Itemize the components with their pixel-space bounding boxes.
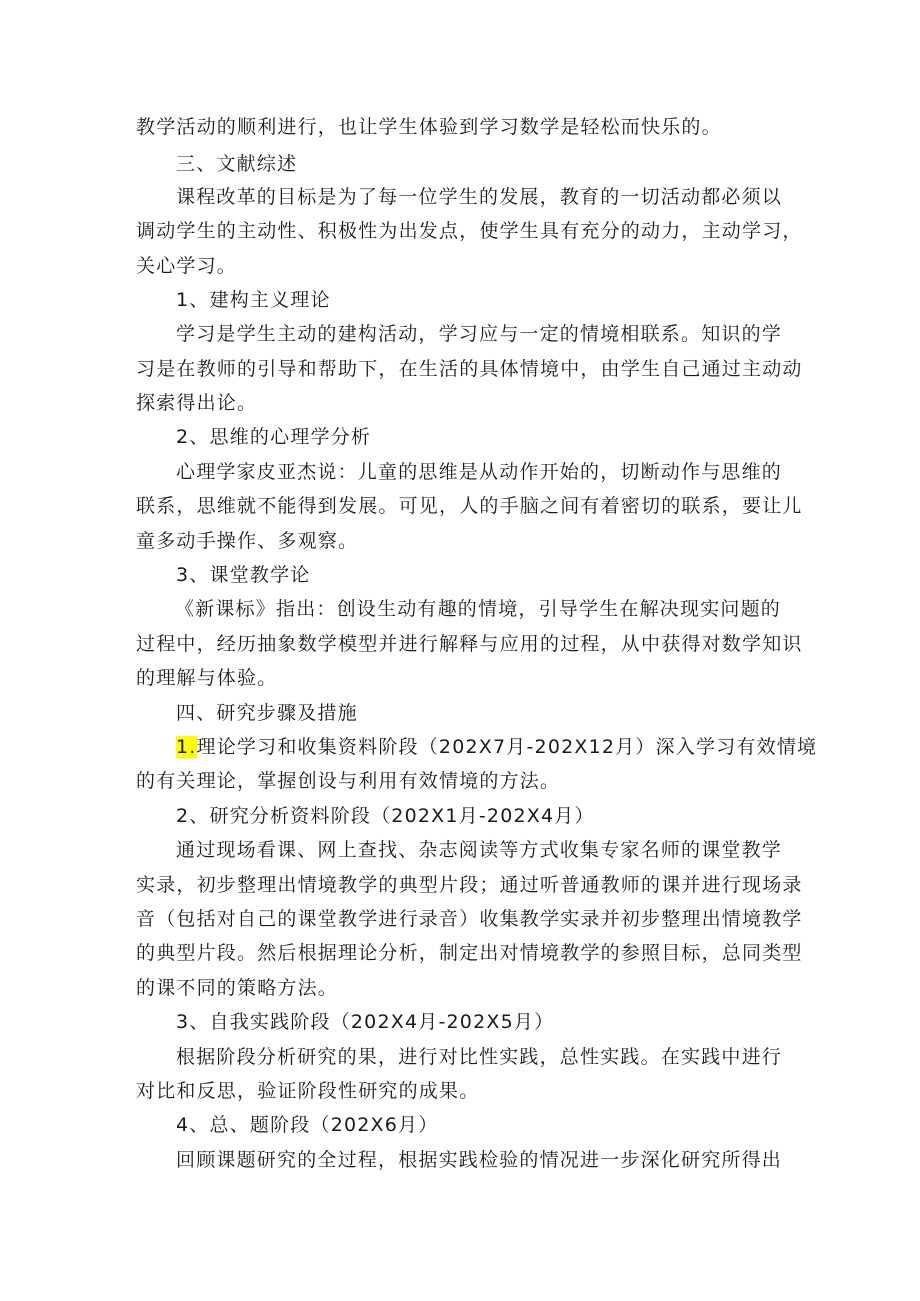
paragraph-line: 联系，思维就不能得到发展。可见，人的手脑之间有着密切的联系，要让儿 — [136, 495, 803, 517]
subsection-heading: 3、课堂教学论 — [176, 564, 311, 586]
paragraph-line: 的典型片段。然后根据理论分析，制定出对情境教学的参照目标，总同类型 — [136, 942, 803, 964]
subsection-heading: 2、思维的心理学分析 — [176, 426, 372, 448]
paragraph-line — [176, 730, 836, 764]
paragraph-line: 关心学习。 — [136, 255, 238, 277]
paragraph-line: 的有关理论，掌握创设与利用有效情境的方法。 — [136, 770, 561, 792]
section-heading: 三、文献综述 — [176, 153, 298, 175]
paragraph-line: 教学活动的顺利进行，也让学生体验到学习数学是轻松而快乐的。 — [136, 116, 722, 138]
subsection-heading: 3、自我实践阶段（202X4月-202X5月） — [176, 1011, 555, 1033]
paragraph-line: 回顾课题研究的全过程，根据实践检验的情况进一步深化研究所得出 — [176, 1149, 783, 1171]
paragraph-line: 的理解与体验。 — [136, 667, 278, 689]
paragraph-line: 课程改革的目标是为了每一位学生的发展，教育的一切活动都必须以 — [176, 186, 783, 208]
subsection-heading: 4、总、题阶段（202X6月） — [176, 1114, 439, 1136]
paragraph-line: 心理学家皮亚杰说：儿童的思维是从动作开始的，切断动作与思维的 — [176, 461, 783, 483]
paragraph-line: 的课不同的策略方法。 — [136, 977, 339, 999]
paragraph-line: 童多动手操作、多观察。 — [136, 530, 359, 552]
paragraph-line: 《新课标》指出：创设生动有趣的情境，引导学生在解决现实问题的 — [175, 598, 782, 620]
paragraph-line: 对比和反思，验证阶段性研究的成果。 — [136, 1080, 480, 1102]
subsection-heading: 2、研究分析资料阶段（202X1月-202X4月） — [176, 805, 595, 827]
paragraph-line: 音（包括对自己的课堂教学进行录音）收集教学实录并初步整理出情境教学 — [136, 908, 803, 930]
paragraph-line: 实录，初步整理出情境教学的典型片段；通过听普通教师的课并进行现场录 — [136, 874, 803, 896]
paragraph-line: 习是在教师的引导和帮助下，在生活的具体情境中，由学生自己通过主动动 — [136, 358, 803, 380]
paragraph-line: 调动学生的主动性、积极性为出发点，使学生具有充分的动力，主动学习， — [136, 220, 803, 242]
section-heading: 四、研究步骤及措施 — [176, 702, 358, 724]
step-one-text: 理论学习和收集资料阶段（202X7月-202X12月）深入学习有效情境 — [196, 736, 818, 758]
paragraph-line: 根据阶段分析研究的果，进行对比性实践，总性实践。在实践中进行 — [176, 1046, 783, 1068]
paragraph-line: 学习是学生主动的建构活动，学习应与一定的情境相联系。知识的学 — [176, 323, 783, 345]
subsection-heading: 1、建构主义理论 — [176, 289, 331, 311]
paragraph-line: 探索得出论。 — [136, 392, 258, 414]
paragraph-line: 过程中，经历抽象数学模型并进行解释与应用的过程，从中获得对数学知识 — [136, 633, 803, 655]
highlighted-number: 1. — [176, 736, 197, 758]
paragraph-line: 通过现场看课、网上查找、杂志阅读等方式收集专家名师的课堂教学 — [176, 839, 783, 861]
